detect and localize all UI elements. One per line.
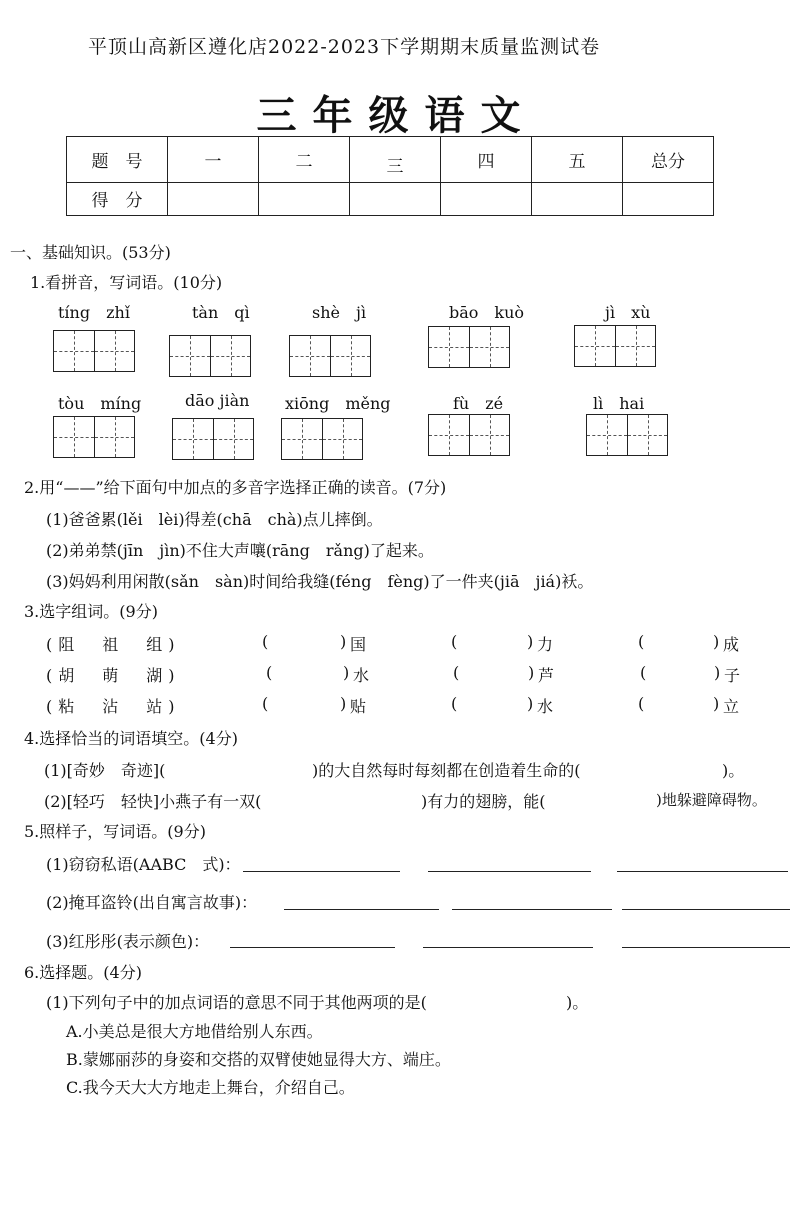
paren-open: (	[451, 632, 458, 651]
question-item: (3)红彤彤(表示颜色)：	[46, 932, 210, 951]
word-char: 水	[537, 697, 554, 716]
writing-grid[interactable]	[574, 325, 656, 367]
paren-open: (	[262, 632, 269, 651]
question-item-text: (1)[奇妙 奇迹](	[44, 761, 166, 780]
answer-blank[interactable]	[230, 946, 395, 948]
word-char: 水	[353, 666, 370, 685]
choice-option-a[interactable]: A.小美总是很大方地借给别人东西。	[66, 1022, 323, 1041]
score-cell: 二	[259, 137, 350, 183]
pinyin-label: tòu míng	[58, 394, 142, 413]
pinyin-label: bāo kuò	[449, 303, 525, 322]
score-cell: 题 号	[67, 137, 168, 183]
section-title: 一、基础知识。(53分)	[10, 243, 171, 262]
char-group: (阻 祖 组)	[46, 635, 181, 654]
word-char: 力	[537, 635, 554, 654]
writing-grid[interactable]	[281, 418, 363, 460]
score-input-cell[interactable]	[259, 182, 350, 215]
exam-header: 平顶山高新区遵化店2022-2023下学期期末质量监测试卷	[88, 36, 601, 58]
question-title: 2.用“——”给下面句中加点的多音字选择正确的读音。(7分)	[24, 478, 447, 497]
pinyin-label: tàn qì	[192, 303, 250, 322]
answer-blank[interactable]	[622, 908, 790, 910]
paren-open: (	[638, 632, 645, 651]
word-char: 芦	[538, 666, 555, 685]
score-cell: 一	[168, 137, 259, 183]
question-item-text: )有力的翅膀，能(	[421, 792, 546, 811]
score-cell: 得 分	[67, 182, 168, 215]
score-input-cell[interactable]	[350, 182, 441, 215]
pinyin-label: jì xù	[605, 303, 651, 322]
writing-grid[interactable]	[289, 335, 371, 377]
paren-open: (	[262, 694, 269, 713]
question-item: (1)爸爸累(lěi lèi)得差(chā chà)点儿摔倒。	[46, 510, 383, 529]
score-input-cell[interactable]	[532, 182, 623, 215]
score-cell: 总分	[623, 137, 714, 183]
question-title: 5.照样子，写词语。(9分)	[24, 822, 206, 841]
paren-open: (	[451, 694, 458, 713]
score-input-cell[interactable]	[623, 182, 714, 215]
paren-close: )	[714, 663, 721, 682]
writing-grid[interactable]	[428, 326, 510, 368]
pinyin-label: fù zé	[453, 394, 504, 413]
question-item-text: )。	[566, 993, 589, 1012]
char-group: (胡 萌 湖)	[46, 666, 181, 685]
score-cell: 五	[532, 137, 623, 183]
word-char: 成	[723, 635, 740, 654]
question-item: (3)妈妈利用闲散(sǎn sàn)时间给我缝(féng fèng)了一件夹(jiā jiá)袄。	[46, 572, 594, 591]
question-title: 1.看拼音，写词语。(10分)	[30, 273, 223, 292]
word-char: 国	[350, 635, 367, 654]
writing-grid[interactable]	[169, 335, 251, 377]
paren-close: )	[527, 632, 534, 651]
word-char: 子	[724, 666, 741, 685]
pinyin-label: lì hai	[593, 394, 645, 413]
paren-close: )	[528, 663, 535, 682]
score-input-cell[interactable]	[441, 182, 532, 215]
score-table-row-header	[67, 137, 714, 183]
exam-title: 三年级语文	[256, 92, 537, 139]
writing-grid[interactable]	[172, 418, 254, 460]
char-group: (粘 沾 站)	[46, 697, 181, 716]
question-title: 6.选择题。(4分)	[24, 963, 142, 982]
writing-grid[interactable]	[428, 414, 510, 456]
paren-close: )	[713, 694, 720, 713]
word-char: 立	[723, 697, 740, 716]
question-item-text: (2)[轻巧 轻快]小燕子有一双(	[44, 792, 262, 811]
paren-open: (	[640, 663, 647, 682]
question-item: (1)窃窃私语(AABC 式)：	[46, 855, 241, 874]
paren-open: (	[638, 694, 645, 713]
paren-close: )	[340, 632, 347, 651]
answer-blank[interactable]	[622, 946, 790, 948]
score-cell: 三	[350, 137, 441, 183]
paren-close: )	[340, 694, 347, 713]
answer-blank[interactable]	[243, 870, 400, 872]
pinyin-label: xiōng měng	[285, 394, 391, 413]
writing-grid[interactable]	[53, 416, 135, 458]
writing-grid[interactable]	[53, 330, 135, 372]
choice-option-b[interactable]: B.蒙娜丽莎的身姿和交搭的双臂使她显得大方、端庄。	[66, 1050, 451, 1069]
question-item-text: )地躲避障碍物。	[656, 791, 767, 809]
pinyin-label: tíng zhǐ	[58, 303, 130, 322]
paren-open: (	[453, 663, 460, 682]
question-item-text: )。	[722, 761, 745, 780]
answer-blank[interactable]	[617, 870, 788, 872]
score-input-cell[interactable]	[168, 182, 259, 215]
score-table	[66, 136, 714, 216]
answer-blank[interactable]	[452, 908, 612, 910]
word-char: 贴	[350, 697, 367, 716]
answer-blank[interactable]	[428, 870, 591, 872]
paren-close: )	[343, 663, 350, 682]
paren-close: )	[713, 632, 720, 651]
pinyin-label: dāo jiàn	[185, 391, 250, 410]
score-table-row-score	[67, 182, 714, 215]
writing-grid[interactable]	[586, 414, 668, 456]
choice-option-c[interactable]: C.我今天大大方地走上舞台，介绍自己。	[66, 1078, 355, 1097]
answer-blank[interactable]	[423, 946, 593, 948]
question-title: 4.选择恰当的词语填空。(4分)	[24, 729, 238, 748]
question-item: (2)弟弟禁(jīn jìn)不住大声嚷(rāng rǎng)了起来。	[46, 541, 434, 560]
score-cell: 四	[441, 137, 532, 183]
paren-open: (	[266, 663, 273, 682]
paren-close: )	[527, 694, 534, 713]
question-title: 3.选字组词。(9分)	[24, 602, 158, 621]
answer-blank[interactable]	[284, 908, 439, 910]
question-item: (2)掩耳盗铃(出自寓言故事)：	[46, 893, 258, 912]
question-item-text: )的大自然每时每刻都在创造着生命的(	[312, 761, 581, 780]
pinyin-label: shè jì	[312, 303, 367, 322]
question-item-text: (1)下列句子中的加点词语的意思不同于其他两项的是(	[46, 993, 427, 1012]
